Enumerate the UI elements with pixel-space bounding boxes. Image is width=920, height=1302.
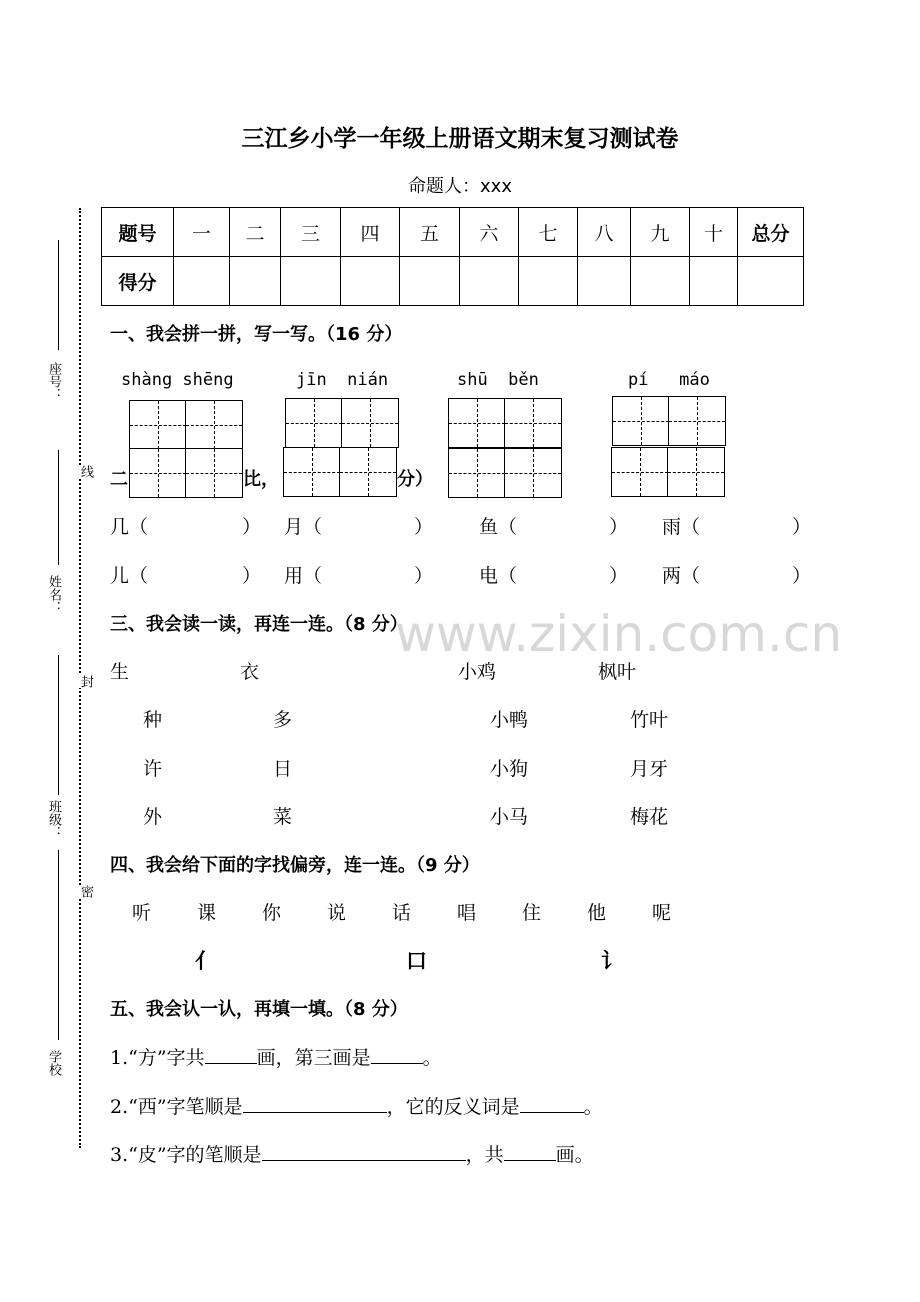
match-word: 小鸭 [490,709,529,731]
radical: 口 [406,949,427,973]
match-word: 衣 [240,661,260,683]
compare-open: 儿（ [110,565,149,587]
compare-close: ） [242,565,262,587]
pinyin-3: shū běn [457,370,539,390]
compare-close: ） [414,516,434,538]
q3-text: 画。 [555,1144,594,1166]
match-word: 小马 [490,806,529,828]
answer-blank[interactable] [520,1112,584,1113]
compare-open: 用（ [284,565,323,587]
compare-open: 两（ [662,565,701,587]
watermark: www.zixin.com.cn [395,605,843,663]
match-word: 枫叶 [598,661,637,683]
answer-blank[interactable] [262,1160,466,1161]
score-input-cell[interactable] [341,257,400,306]
match-word: 梅花 [630,806,669,828]
score-table [101,207,804,306]
compare-close: ） [609,565,629,587]
score-header-cell: 五 [400,208,460,257]
compare-close: ） [414,565,434,587]
compare-open: 电（ [479,565,518,587]
name-line [58,450,59,565]
score-input-cell[interactable] [631,257,690,306]
score-header-cell: 一 [174,208,230,257]
q1-text: 画，第三画是 [256,1047,371,1069]
match-word: 外 [143,806,163,828]
radical-char: 呢 [652,902,672,924]
seal-char: 封 [78,675,93,688]
seat-label: 座号： [46,362,61,401]
radical-char: 他 [587,902,607,924]
pinyin-1: shàng shēng [121,370,234,390]
score-header-cell: 六 [460,208,519,257]
match-word: 菜 [273,806,293,828]
score-input-cell[interactable] [738,257,804,306]
score-header-cell: 题号 [102,208,174,257]
question-3 [110,1140,594,1167]
pinyin-2: jīn nián [296,370,389,390]
match-word: 生 [110,661,130,683]
radical-char: 你 [262,902,282,924]
writing-grid[interactable] [448,398,562,448]
section2-title-end: 分） [397,469,433,490]
score-header-cell: 七 [519,208,578,257]
section1-title: 一、我会拼一拼，写一写。（16 分） [110,324,403,345]
name-label: 姓名： [46,575,61,614]
compare-close: ） [792,565,812,587]
answer-blank[interactable] [205,1063,257,1064]
writing-grid[interactable] [448,448,562,498]
writing-grid[interactable] [611,447,725,497]
radical-char: 唱 [457,902,477,924]
class-label: 班级： [46,800,61,839]
radical-char: 说 [327,902,347,924]
writing-grid[interactable] [285,398,399,448]
section3-title: 三、我会读一读，再连一连。（8 分） [110,614,408,635]
score-input-cell[interactable] [690,257,738,306]
author-line: 命题人：xxx [408,176,512,197]
match-word: 种 [143,709,163,731]
q1-text: 1.“方”字共 [110,1047,205,1069]
section2-title-mid: 比， [243,469,279,490]
section2-title-start: 二 [110,469,128,490]
score-input-cell[interactable] [400,257,460,306]
match-word: 月牙 [630,758,669,780]
radical-char: 听 [132,902,152,924]
match-word: 多 [273,709,293,731]
answer-blank[interactable] [504,1160,556,1161]
score-row-label: 得分 [102,257,174,306]
radical: 亻 [195,949,216,973]
match-word: 竹叶 [630,709,669,731]
writing-grid[interactable] [612,396,726,446]
q2-text: 。 [583,1096,603,1118]
section5-title: 五、我会认一认，再填一填。（8 分） [110,999,408,1020]
score-input-cell[interactable] [281,257,341,306]
compare-open: 鱼（ [479,516,518,538]
radical-char: 话 [392,902,412,924]
score-header-row [102,208,804,257]
score-input-cell[interactable] [460,257,519,306]
score-value-row [102,257,804,306]
score-header-cell: 三 [281,208,341,257]
radical-char: 课 [197,902,217,924]
answer-blank[interactable] [371,1063,423,1064]
score-header-cell: 九 [631,208,690,257]
compare-open: 几（ [110,516,149,538]
answer-blank[interactable] [243,1112,387,1113]
radical: 讠 [601,949,622,973]
line-char: 线 [78,465,93,478]
question-1 [110,1043,442,1070]
q1-text: 。 [422,1047,442,1069]
school-label: 学校 [46,1050,61,1076]
score-input-cell[interactable] [578,257,631,306]
match-word: 许 [143,758,163,780]
pinyin-4: pí máo [628,370,710,390]
question-2 [110,1092,603,1119]
score-input-cell[interactable] [230,257,281,306]
score-input-cell[interactable] [519,257,578,306]
score-header-cell: 四 [341,208,400,257]
score-header-cell: 十 [690,208,738,257]
score-header-cell: 八 [578,208,631,257]
page-title: 三江乡小学一年级上册语文期末复习测试卷 [241,126,679,152]
q2-text: ，它的反义词是 [386,1096,520,1118]
seat-line [58,240,59,350]
match-word: 日 [273,758,293,780]
radical-char: 住 [522,902,542,924]
q3-text: ，共 [465,1144,504,1166]
section4-title: 四、我会给下面的字找偏旁，连一连。（9 分） [110,855,480,876]
match-word: 小鸡 [458,661,497,683]
compare-close: ） [609,516,629,538]
score-header-cell: 总分 [738,208,804,257]
writing-grid[interactable] [283,447,397,497]
compare-close: ） [792,516,812,538]
q3-text: 3.“皮”字的笔顺是 [110,1144,262,1166]
q2-text: 2.“西”字笔顺是 [110,1096,243,1118]
compare-close: ） [242,516,262,538]
score-input-cell[interactable] [174,257,230,306]
score-header-cell: 二 [230,208,281,257]
match-word: 小狗 [490,758,529,780]
writing-grid[interactable] [129,400,243,450]
school-line [58,850,59,1040]
writing-grid[interactable] [129,448,243,498]
compare-open: 雨（ [662,516,701,538]
class-line [58,655,59,795]
compare-open: 月（ [284,516,323,538]
secret-char: 密 [78,885,93,898]
